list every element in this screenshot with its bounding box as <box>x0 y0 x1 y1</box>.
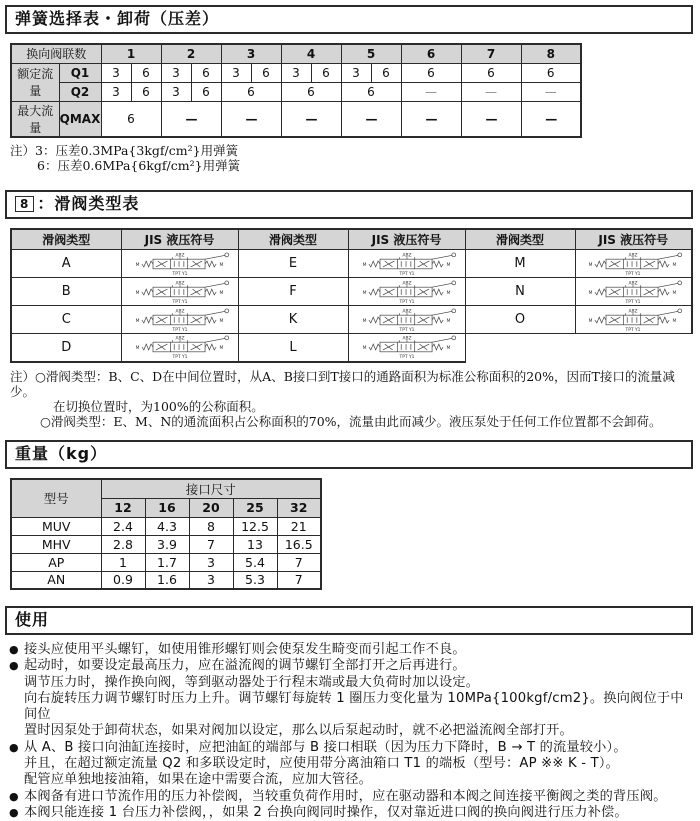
qmax-cell: — <box>401 101 461 137</box>
weight-section-title <box>5 440 693 469</box>
svg-text:M: M <box>135 290 139 296</box>
q1-cell: 3 <box>161 63 191 82</box>
spool-symbol-cell <box>348 278 465 306</box>
spring-note-line1: 注）3：压差0.3MPa{3kgf/cm²}用弹簧 <box>10 142 239 158</box>
col-header: 3 <box>221 44 281 63</box>
svg-text:M: M <box>135 262 139 268</box>
spool-type-K: K <box>238 306 348 334</box>
port-size-header: 接口尺寸 <box>101 479 321 499</box>
spool-symbol-cell <box>348 306 465 334</box>
usage-line-text: 起动时，如要设定最高压力，应在溢流阀的调节螺钉全部打开之后再进行。 <box>24 658 466 674</box>
jis-hydraulic-symbol-icon <box>126 279 234 305</box>
model-cell: MUV <box>11 517 101 535</box>
usage-line <box>9 723 693 739</box>
weight-cell: 1.7 <box>145 553 189 571</box>
weight-cell: 16.5 <box>277 535 321 553</box>
section-number-badge: 8 <box>15 196 34 212</box>
usage-line-text: 调节压力时，操作换向阀，等到驱动器处于行程末端或最大负荷时加以设定。 <box>24 674 480 690</box>
svg-text:M: M <box>362 346 366 352</box>
q2-cell: 6 <box>191 82 221 101</box>
usage-line-text: 接头应使用平头螺钉，如使用锥形螺钉则会使泵发生畸变而引起工作不良。 <box>24 642 466 657</box>
weight-section-title-text: 重量（kg） <box>15 443 108 463</box>
svg-text:ABZ: ABZ <box>401 308 412 314</box>
svg-text:TPT Y1: TPT Y1 <box>399 271 414 277</box>
svg-text:M: M <box>219 318 223 324</box>
jis-symbol-header: JIS 液压符号 <box>575 229 692 250</box>
jis-hydraulic-symbol-icon <box>579 251 687 277</box>
qmax-label: QMAX <box>59 101 101 137</box>
jis-hydraulic-symbol-icon <box>126 251 234 277</box>
svg-text:M: M <box>446 290 450 296</box>
jis-symbol-header: JIS 液压符号 <box>348 229 465 250</box>
bullet-icon: ● <box>9 659 19 673</box>
spool-note-line2: 在切换位置时，为100%的公称面积。 <box>53 398 264 414</box>
svg-text:TPT Y1: TPT Y1 <box>172 271 187 277</box>
spool-type-N: N <box>465 278 575 306</box>
q2-cell: — <box>521 82 581 101</box>
spool-type-O: O <box>465 306 575 334</box>
size-header: 12 <box>101 498 145 517</box>
spool-type-C: C <box>11 306 121 334</box>
qmax-cell: — <box>221 101 281 137</box>
weight-cell: 4.3 <box>145 517 189 535</box>
weight-cell: 12.5 <box>233 517 277 535</box>
col-header: 7 <box>461 44 521 63</box>
svg-text:M: M <box>672 318 677 324</box>
q1-cell: 3 <box>281 63 311 82</box>
jis-symbol-header: JIS 液压符号 <box>121 229 238 250</box>
spring-table-note <box>10 143 693 173</box>
usage-line <box>9 740 693 756</box>
spool-note-line1: 注）○滑阀类型：B、C、D在中间位置时，从A、B接口到T接口的通路面积为标准公称面积的20%，因而T接口的流量减少。 <box>10 368 675 399</box>
usage-line <box>9 691 693 724</box>
q2-cell: 3 <box>101 82 131 101</box>
svg-text:M: M <box>362 262 366 268</box>
q1-cell: 6 <box>521 63 581 82</box>
usage-line <box>9 789 693 805</box>
spool-symbol-cell <box>121 278 238 306</box>
jis-hydraulic-symbol-icon <box>126 307 234 333</box>
spring-note-line2: 6：压差0.6MPa{6kgf/cm²}用弹簧 <box>37 157 241 173</box>
usage-section-title-text: 使用 <box>15 610 50 629</box>
svg-text:ABZ: ABZ <box>401 336 412 342</box>
jis-hydraulic-symbol-icon <box>353 279 461 305</box>
usage-line <box>9 658 693 674</box>
spool-type-D: D <box>11 334 121 362</box>
spring-section-title <box>5 5 693 34</box>
usage-line-text: 并且，在超过额定流量 Q2 和多联设定时，应使用带分离油箱口 T1 的端板（型号：AP ※※ K - T）。 <box>24 756 620 772</box>
svg-text:ABZ: ABZ <box>174 336 185 342</box>
weight-cell: 8 <box>189 517 233 535</box>
jis-hydraulic-symbol-icon <box>353 251 461 277</box>
q1-cell: 6 <box>461 63 521 82</box>
weight-cell: 3 <box>189 571 233 589</box>
q1-cell: 6 <box>311 63 341 82</box>
usage-line <box>9 756 693 772</box>
weight-row-mhv <box>11 535 321 553</box>
spring-selection-table <box>10 43 582 138</box>
q1-cell: 6 <box>251 63 281 82</box>
usage-section-title <box>5 606 693 635</box>
usage-line-text: 本阀只能连接 1 台压力补偿阀，，如果 2 台换向阀同时操作，仅对靠近进口阀的换向阀进行压力补偿。 <box>24 804 628 820</box>
weight-cell: 2.4 <box>101 517 145 535</box>
model-cell: AP <box>11 553 101 571</box>
q2-cell: — <box>401 82 461 101</box>
rated-flow-label: 额定流量 <box>11 63 59 101</box>
bullet-icon: ● <box>9 643 19 656</box>
spring-section-title-text: 弹簧选择表・卸荷（压差） <box>15 9 220 28</box>
svg-text:TPT Y1: TPT Y1 <box>625 327 641 333</box>
spool-type-F: F <box>238 278 348 306</box>
svg-text:TPT Y1: TPT Y1 <box>399 299 414 305</box>
size-header: 32 <box>277 498 321 517</box>
col-header: 1 <box>101 44 161 63</box>
valve-stations-header: 换向阀联数 <box>11 44 101 63</box>
weight-cell: 2.8 <box>101 535 145 553</box>
svg-text:TPT Y1: TPT Y1 <box>172 299 187 305</box>
bullet-icon <box>9 772 24 788</box>
spool-section-title-text: ：滑阀类型表 <box>37 193 140 213</box>
spool-symbol-cell <box>575 278 692 306</box>
max-flow-label: 最大流量 <box>11 101 59 137</box>
spool-symbol-cell <box>121 334 238 362</box>
jis-hydraulic-symbol-icon <box>353 334 461 360</box>
col-header: 8 <box>521 44 581 63</box>
spool-row <box>11 278 692 306</box>
q2-cell: 6 <box>341 82 401 101</box>
q1-cell: 3 <box>341 63 371 82</box>
svg-text:M: M <box>219 346 223 352</box>
col-header: 6 <box>401 44 461 63</box>
spool-symbol-cell <box>121 250 238 278</box>
svg-text:TPT Y1: TPT Y1 <box>625 271 641 277</box>
svg-text:TPT Y1: TPT Y1 <box>399 327 414 333</box>
col-header: 2 <box>161 44 221 63</box>
jis-hydraulic-symbol-icon <box>579 279 687 305</box>
svg-text:TPT Y1: TPT Y1 <box>399 355 414 361</box>
bullet-icon <box>9 723 24 739</box>
weight-row-muv <box>11 517 321 535</box>
weight-cell: 7 <box>189 535 233 553</box>
spool-note-line3: ○滑阀类型：E、M、N的通流面积占公称面积的70%，流量由此而减少。液压泵处于任何工作位置都不会卸荷。 <box>40 413 662 429</box>
q2-cell: 6 <box>281 82 341 101</box>
jis-hydraulic-symbol-icon <box>579 307 687 333</box>
weight-row-an <box>11 571 321 589</box>
usage-line-text: 从 A、B 接口向油缸连接时，应把油缸的端部与 B 接口相联（因为压力下降时，B → T 的流量较小）。 <box>24 739 627 755</box>
spool-type-E: E <box>238 250 348 278</box>
q1-label: Q1 <box>59 63 101 82</box>
spool-type-header: 滑阀类型 <box>11 229 121 250</box>
spool-symbol-cell <box>575 250 692 278</box>
weight-cell: 0.9 <box>101 571 145 589</box>
qmax-cell: — <box>281 101 341 137</box>
weight-cell: 7 <box>277 553 321 571</box>
spool-symbol-cell <box>348 334 465 362</box>
model-cell: AN <box>11 571 101 589</box>
svg-text:TPT Y1: TPT Y1 <box>172 327 187 333</box>
svg-text:M: M <box>219 262 223 268</box>
spool-table-empty-region <box>465 334 692 362</box>
svg-text:M: M <box>446 318 450 324</box>
q2-cell: 3 <box>161 82 191 101</box>
weight-cell: 3.9 <box>145 535 189 553</box>
usage-line <box>9 642 693 658</box>
q1-cell: 3 <box>101 63 131 82</box>
svg-text:ABZ: ABZ <box>174 280 185 286</box>
qmax-cell: — <box>161 101 221 137</box>
spool-type-M: M <box>465 250 575 278</box>
svg-text:ABZ: ABZ <box>628 252 638 258</box>
q1-cell: 6 <box>401 63 461 82</box>
usage-text-block <box>9 642 693 821</box>
svg-text:M: M <box>588 290 593 296</box>
spring-table-header-row <box>11 44 581 63</box>
qmax-cell: 6 <box>101 101 161 137</box>
spool-row <box>11 250 692 278</box>
svg-text:M: M <box>446 262 450 268</box>
weight-cell: 1 <box>101 553 145 571</box>
spool-row <box>11 306 692 334</box>
q1-cell: 3 <box>221 63 251 82</box>
qmax-row <box>11 101 581 137</box>
q1-cell: 6 <box>371 63 401 82</box>
q1-cell: 6 <box>131 63 161 82</box>
model-cell: MHV <box>11 535 101 553</box>
spool-row <box>11 334 692 362</box>
qmax-cell: — <box>461 101 521 137</box>
col-header: 4 <box>281 44 341 63</box>
q2-row <box>11 82 581 101</box>
spool-symbol-cell <box>575 306 692 334</box>
qmax-cell: — <box>341 101 401 137</box>
weight-row-ap <box>11 553 321 571</box>
spool-type-B: B <box>11 278 121 306</box>
svg-text:ABZ: ABZ <box>174 308 185 314</box>
svg-text:ABZ: ABZ <box>628 308 638 314</box>
svg-text:ABZ: ABZ <box>174 252 185 258</box>
qmax-cell: — <box>521 101 581 137</box>
spool-type-header: 滑阀类型 <box>465 229 575 250</box>
bullet-icon <box>9 756 24 772</box>
q2-cell: — <box>461 82 521 101</box>
usage-line <box>9 772 693 788</box>
q2-cell: 6 <box>221 82 281 101</box>
weight-cell: 3 <box>189 553 233 571</box>
svg-text:M: M <box>446 346 450 352</box>
weight-cell: 1.6 <box>145 571 189 589</box>
spool-symbol-cell <box>121 306 238 334</box>
svg-text:M: M <box>362 290 366 296</box>
bullet-icon <box>9 691 24 724</box>
weight-cell: 13 <box>233 535 277 553</box>
svg-text:ABZ: ABZ <box>628 280 638 286</box>
q2-cell: 6 <box>131 82 161 101</box>
bullet-icon: ● <box>9 789 19 803</box>
usage-line <box>9 805 693 821</box>
svg-text:M: M <box>135 318 139 324</box>
svg-text:M: M <box>219 290 223 296</box>
bullet-icon <box>9 675 24 691</box>
svg-text:M: M <box>362 318 366 324</box>
bullet-icon: ● <box>9 805 19 819</box>
usage-line-text: 本阀备有进口节流作用的压力补偿阀，当较重负荷作用时，应在驱动器和本阀之间连接平衡阀之类的背压阀。 <box>24 788 667 804</box>
q2-label: Q2 <box>59 82 101 101</box>
spool-type-table <box>10 228 693 363</box>
jis-hydraulic-symbol-icon <box>126 334 234 360</box>
svg-text:M: M <box>588 262 593 268</box>
spool-table-header-row <box>11 229 692 250</box>
spool-type-A: A <box>11 250 121 278</box>
svg-text:ABZ: ABZ <box>401 252 412 258</box>
usage-line-text: 向右旋转压力调节螺钉时压力上升。调节螺钉每旋转 1 圈压力变化量为 10MPa{100kgf/cm2}。换向阀位于中间位 <box>24 690 684 723</box>
spool-type-header: 滑阀类型 <box>238 229 348 250</box>
bullet-icon: ● <box>9 740 19 754</box>
svg-text:M: M <box>588 318 593 324</box>
usage-line-text: 配管应单独地接油箱，如果在途中需要合流，应加大管径。 <box>24 772 373 788</box>
weight-header-row1 <box>11 479 321 499</box>
weight-table <box>10 478 322 591</box>
size-header: 25 <box>233 498 277 517</box>
spool-type-L: L <box>238 334 348 362</box>
weight-cell: 21 <box>277 517 321 535</box>
model-header: 型号 <box>11 479 101 518</box>
weight-cell: 5.3 <box>233 571 277 589</box>
weight-cell: 7 <box>277 571 321 589</box>
size-header: 16 <box>145 498 189 517</box>
svg-text:M: M <box>672 290 677 296</box>
q1-row <box>11 63 581 82</box>
usage-line <box>9 675 693 691</box>
spool-symbol-cell <box>348 250 465 278</box>
svg-text:TPT Y1: TPT Y1 <box>172 355 187 361</box>
svg-text:ABZ: ABZ <box>401 280 412 286</box>
svg-text:M: M <box>672 262 677 268</box>
usage-line-text: 置时因泵处于卸荷状态，如果对阀加以设定，那么以后泵起动时，就不必把溢流阀全部打开。 <box>24 723 573 739</box>
svg-text:M: M <box>135 346 139 352</box>
col-header: 5 <box>341 44 401 63</box>
spool-section-title <box>5 190 693 219</box>
weight-cell: 5.4 <box>233 553 277 571</box>
svg-text:TPT Y1: TPT Y1 <box>625 299 641 305</box>
q1-cell: 6 <box>191 63 221 82</box>
size-header: 20 <box>189 498 233 517</box>
jis-hydraulic-symbol-icon <box>353 307 461 333</box>
spool-table-note <box>10 369 693 429</box>
